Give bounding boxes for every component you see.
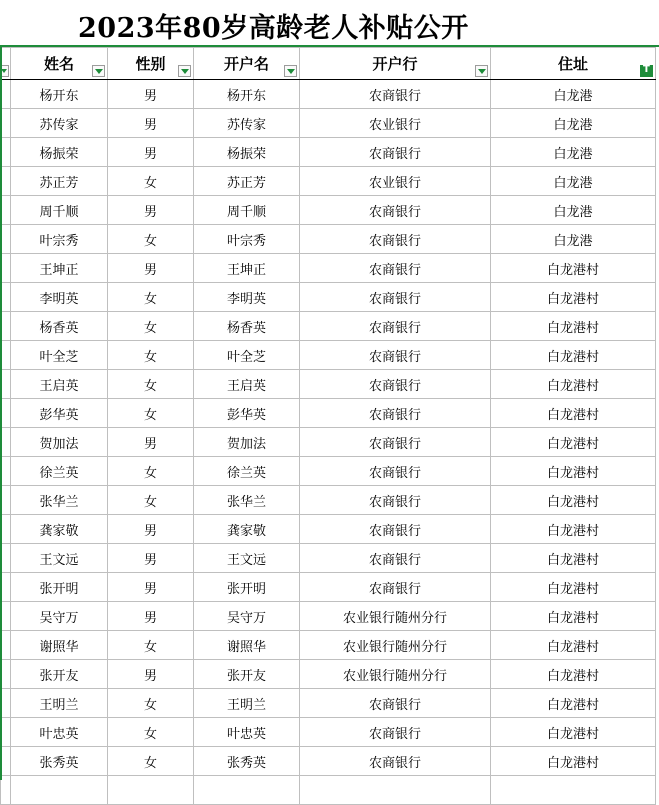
- cell-bank[interactable]: 农商银行: [300, 196, 491, 225]
- table-row: [1, 544, 656, 573]
- table-row: [1, 747, 656, 776]
- cell-bank[interactable]: 农商银行: [300, 544, 491, 573]
- cell-name[interactable]: 龚家敬: [11, 515, 108, 544]
- cell-gender[interactable]: 女: [108, 689, 194, 718]
- row-stub-cell[interactable]: [1, 196, 11, 225]
- cell-address[interactable]: 白龙港村: [491, 631, 656, 660]
- row-stub-cell[interactable]: [1, 515, 11, 544]
- cell-name[interactable]: 彭华英: [11, 399, 108, 428]
- cell-bank[interactable]: 农商银行: [300, 138, 491, 167]
- cell-name[interactable]: 王明兰: [11, 689, 108, 718]
- cell-bank[interactable]: 农业银行随州分行: [300, 602, 491, 631]
- cell-name[interactable]: 徐兰英: [11, 457, 108, 486]
- table-row: [1, 689, 656, 718]
- row-stub-cell[interactable]: [1, 370, 11, 399]
- cell-bank[interactable]: 农商银行: [300, 515, 491, 544]
- cell-address[interactable]: 白龙港村: [491, 660, 656, 689]
- cell-account-name[interactable]: 谢照华: [194, 631, 300, 660]
- cell-address[interactable]: 白龙港: [491, 109, 656, 138]
- row-stub-cell[interactable]: [1, 428, 11, 457]
- cell-gender[interactable]: 男: [108, 80, 194, 109]
- cell-gender[interactable]: 男: [108, 109, 194, 138]
- row-stub-cell[interactable]: [1, 341, 11, 370]
- cell-name[interactable]: 王文远: [11, 544, 108, 573]
- table-row: [1, 225, 656, 254]
- cell-name[interactable]: 叶全芝: [11, 341, 108, 370]
- cell-account-name[interactable]: 杨香英: [194, 312, 300, 341]
- cell-bank[interactable]: 农商银行: [300, 283, 491, 312]
- cell-name[interactable]: 张开明: [11, 573, 108, 602]
- header-row: [1, 48, 656, 80]
- header-address[interactable]: [491, 48, 656, 80]
- cell-name[interactable]: 张华兰: [11, 486, 108, 515]
- cell-address[interactable]: 白龙港村: [491, 370, 656, 399]
- header-label: 姓名: [43, 55, 74, 73]
- cell-gender[interactable]: 女: [108, 457, 194, 486]
- cell-bank[interactable]: 农商银行: [300, 718, 491, 747]
- table-row: [1, 80, 656, 109]
- cell-address[interactable]: 白龙港村: [491, 689, 656, 718]
- cell-account-name[interactable]: 徐兰英: [194, 457, 300, 486]
- row-stub-cell[interactable]: [1, 573, 11, 602]
- cell-address[interactable]: 白龙港村: [491, 457, 656, 486]
- cell-gender[interactable]: 男: [108, 544, 194, 573]
- cell-name[interactable]: 贺加法: [11, 428, 108, 457]
- cell-account-name[interactable]: 叶宗秀: [194, 225, 300, 254]
- cell-account-name[interactable]: 叶全芝: [194, 341, 300, 370]
- header-gender[interactable]: [108, 48, 194, 80]
- cell-address[interactable]: 白龙港村: [491, 515, 656, 544]
- cell-gender[interactable]: 男: [108, 573, 194, 602]
- cell-account-name[interactable]: 苏传家: [194, 109, 300, 138]
- filter-dropdown-icon[interactable]: [92, 65, 105, 77]
- cell-gender[interactable]: 男: [108, 138, 194, 167]
- cell-bank[interactable]: 农商银行: [300, 457, 491, 486]
- cell-gender[interactable]: 女: [108, 486, 194, 515]
- cell-gender[interactable]: 女: [108, 370, 194, 399]
- table-row: [1, 138, 656, 167]
- cell-name[interactable]: 杨香英: [11, 312, 108, 341]
- row-stub-cell[interactable]: [1, 689, 11, 718]
- table-row: [1, 254, 656, 283]
- cell-gender[interactable]: 男: [108, 515, 194, 544]
- row-stub-cell[interactable]: [1, 283, 11, 312]
- row-stub-cell[interactable]: [1, 718, 11, 747]
- cell-bank[interactable]: 农商银行: [300, 341, 491, 370]
- cell-gender[interactable]: 女: [108, 225, 194, 254]
- cell-address[interactable]: 白龙港村: [491, 718, 656, 747]
- cell-bank[interactable]: 农业银行: [300, 167, 491, 196]
- cell-name[interactable]: 苏正芳: [11, 167, 108, 196]
- cell-name[interactable]: 苏传家: [11, 109, 108, 138]
- cell-account-name[interactable]: 苏正芳: [194, 167, 300, 196]
- table-row: [1, 573, 656, 602]
- cell-address[interactable]: 白龙港村: [491, 747, 656, 776]
- cell-account-name[interactable]: 李明英: [194, 283, 300, 312]
- cell-address[interactable]: 白龙港村: [491, 254, 656, 283]
- cell-account-name[interactable]: 张华兰: [194, 486, 300, 515]
- cell-account-name[interactable]: 叶忠英: [194, 718, 300, 747]
- filter-dropdown-icon[interactable]: [178, 65, 191, 77]
- row-stub-header[interactable]: [1, 48, 11, 80]
- filter-active-icon[interactable]: [640, 65, 653, 77]
- table-row: [1, 602, 656, 631]
- header-label: 性别: [135, 55, 166, 73]
- table-row: [1, 515, 656, 544]
- cell-bank[interactable]: 农业银行随州分行: [300, 631, 491, 660]
- cell-account-name[interactable]: 杨开东: [194, 80, 300, 109]
- cell-gender[interactable]: 男: [108, 660, 194, 689]
- filter-dropdown-icon[interactable]: [284, 65, 297, 77]
- cell-name[interactable]: 叶宗秀: [11, 225, 108, 254]
- cell-bank[interactable]: 农商银行: [300, 689, 491, 718]
- cell-account-name[interactable]: 贺加法: [194, 428, 300, 457]
- table-row: [1, 428, 656, 457]
- row-stub-cell[interactable]: [1, 399, 11, 428]
- table-row: [1, 312, 656, 341]
- cell-bank[interactable]: 农商银行: [300, 80, 491, 109]
- header-bank[interactable]: [300, 48, 491, 80]
- filter-dropdown-icon[interactable]: [1, 65, 9, 77]
- header-name[interactable]: [11, 48, 108, 80]
- table-row: [1, 109, 656, 138]
- cell-gender[interactable]: 男: [108, 196, 194, 225]
- table-row: [1, 341, 656, 370]
- cell-address[interactable]: 白龙港: [491, 138, 656, 167]
- cell-account-name[interactable]: 王启英: [194, 370, 300, 399]
- table-row: [1, 370, 656, 399]
- cell-address[interactable]: 白龙港村: [491, 399, 656, 428]
- cell-account-name[interactable]: 彭华英: [194, 399, 300, 428]
- cell-address[interactable]: 白龙港村: [491, 312, 656, 341]
- data-table: [0, 47, 656, 805]
- cell-gender[interactable]: 女: [108, 631, 194, 660]
- cell-name[interactable]: 周千顺: [11, 196, 108, 225]
- cell-account-name[interactable]: 龚家敬: [194, 515, 300, 544]
- cell-gender[interactable]: 男: [108, 254, 194, 283]
- row-stub-cell[interactable]: [1, 254, 11, 283]
- table-row: [1, 399, 656, 428]
- row-stub-cell[interactable]: [1, 109, 11, 138]
- row-stub-cell[interactable]: [1, 312, 11, 341]
- cell-bank[interactable]: 农业银行: [300, 109, 491, 138]
- row-stub-cell[interactable]: [1, 138, 11, 167]
- table-row: [1, 631, 656, 660]
- cell-name[interactable]: 李明英: [11, 283, 108, 312]
- row-stub-cell[interactable]: [1, 457, 11, 486]
- row-stub-cell[interactable]: [1, 225, 11, 254]
- header-label: 开户名: [223, 55, 269, 73]
- row-stub-cell[interactable]: [1, 631, 11, 660]
- row-stub-cell[interactable]: [1, 80, 11, 109]
- cell-address[interactable]: 白龙港村: [491, 428, 656, 457]
- cell-address[interactable]: 白龙港村: [491, 544, 656, 573]
- cell-bank[interactable]: 农商银行: [300, 573, 491, 602]
- cell-account-name[interactable]: 张开友: [194, 660, 300, 689]
- table-body: [1, 80, 656, 805]
- table-row: [1, 457, 656, 486]
- cell-account-name[interactable]: 杨振荣: [194, 138, 300, 167]
- title-band: [0, 0, 659, 47]
- table-row: [1, 283, 656, 312]
- cell-bank[interactable]: 农商银行: [300, 399, 491, 428]
- cell-gender[interactable]: 女: [108, 399, 194, 428]
- cell-address[interactable]: 白龙港村: [491, 341, 656, 370]
- cell-account-name[interactable]: 吴守万: [194, 602, 300, 631]
- cell-bank[interactable]: 农商银行: [300, 486, 491, 515]
- cell-account-name[interactable]: 张秀英: [194, 747, 300, 776]
- row-stub-cell[interactable]: [1, 602, 11, 631]
- cell-account-name[interactable]: 周千顺: [194, 196, 300, 225]
- row-stub-cell[interactable]: [1, 747, 11, 776]
- header-account-name[interactable]: [194, 48, 300, 80]
- cell-address[interactable]: 白龙港: [491, 80, 656, 109]
- cell-gender[interactable]: 男: [108, 428, 194, 457]
- cell-gender[interactable]: 女: [108, 341, 194, 370]
- cell-address[interactable]: 白龙港: [491, 225, 656, 254]
- header-label: 开户行: [372, 55, 418, 73]
- cell-bank[interactable]: 农商银行: [300, 747, 491, 776]
- cell-address[interactable]: 白龙港村: [491, 486, 656, 515]
- table-row: [1, 196, 656, 225]
- cell-gender[interactable]: 女: [108, 312, 194, 341]
- cell-name[interactable]: 叶忠英: [11, 718, 108, 747]
- cell-account-name[interactable]: 王文远: [194, 544, 300, 573]
- filter-dropdown-icon[interactable]: [475, 65, 488, 77]
- cell-bank[interactable]: 农商银行: [300, 312, 491, 341]
- cell-name[interactable]: 吴守万: [11, 602, 108, 631]
- cell-address[interactable]: 白龙港: [491, 196, 656, 225]
- cell-gender[interactable]: 女: [108, 747, 194, 776]
- cell-bank[interactable]: 农商银行: [300, 370, 491, 399]
- cell-account-name[interactable]: 王明兰: [194, 689, 300, 718]
- cell-address[interactable]: 白龙港村: [491, 283, 656, 312]
- header-label: 住址: [557, 55, 588, 73]
- table-row: [1, 660, 656, 689]
- cell-name[interactable]: 张开友: [11, 660, 108, 689]
- cell-name[interactable]: 杨开东: [11, 80, 108, 109]
- table-row: [1, 486, 656, 515]
- row-stub-cell[interactable]: [1, 486, 11, 515]
- cell-name[interactable]: 杨振荣: [11, 138, 108, 167]
- cell-account-name[interactable]: 张开明: [194, 573, 300, 602]
- cell-name[interactable]: 张秀英: [11, 747, 108, 776]
- cell-address[interactable]: 白龙港: [491, 167, 656, 196]
- cell-bank[interactable]: 农商银行: [300, 225, 491, 254]
- row-stub-cell[interactable]: [1, 167, 11, 196]
- row-stub-cell[interactable]: [1, 660, 11, 689]
- cell-address[interactable]: 白龙港村: [491, 573, 656, 602]
- cell-gender[interactable]: 女: [108, 167, 194, 196]
- cell-name[interactable]: 王坤正: [11, 254, 108, 283]
- cell-bank[interactable]: 农业银行随州分行: [300, 660, 491, 689]
- row-stub-cell[interactable]: [1, 544, 11, 573]
- table-row: [1, 167, 656, 196]
- cell-gender[interactable]: 男: [108, 602, 194, 631]
- cell-bank[interactable]: 农商银行: [300, 428, 491, 457]
- cell-address[interactable]: 白龙港村: [491, 602, 656, 631]
- sheet-title[interactable]: 2023年80岁高龄老人补贴公开: [78, 13, 469, 44]
- cell-name[interactable]: 谢照华: [11, 631, 108, 660]
- selection-border-left: [0, 45, 2, 780]
- cell-gender[interactable]: 女: [108, 718, 194, 747]
- cell-bank[interactable]: 农商银行: [300, 254, 491, 283]
- table-row: [1, 718, 656, 747]
- cell-gender[interactable]: 女: [108, 283, 194, 312]
- cell-name[interactable]: 王启英: [11, 370, 108, 399]
- cell-account-name[interactable]: 王坤正: [194, 254, 300, 283]
